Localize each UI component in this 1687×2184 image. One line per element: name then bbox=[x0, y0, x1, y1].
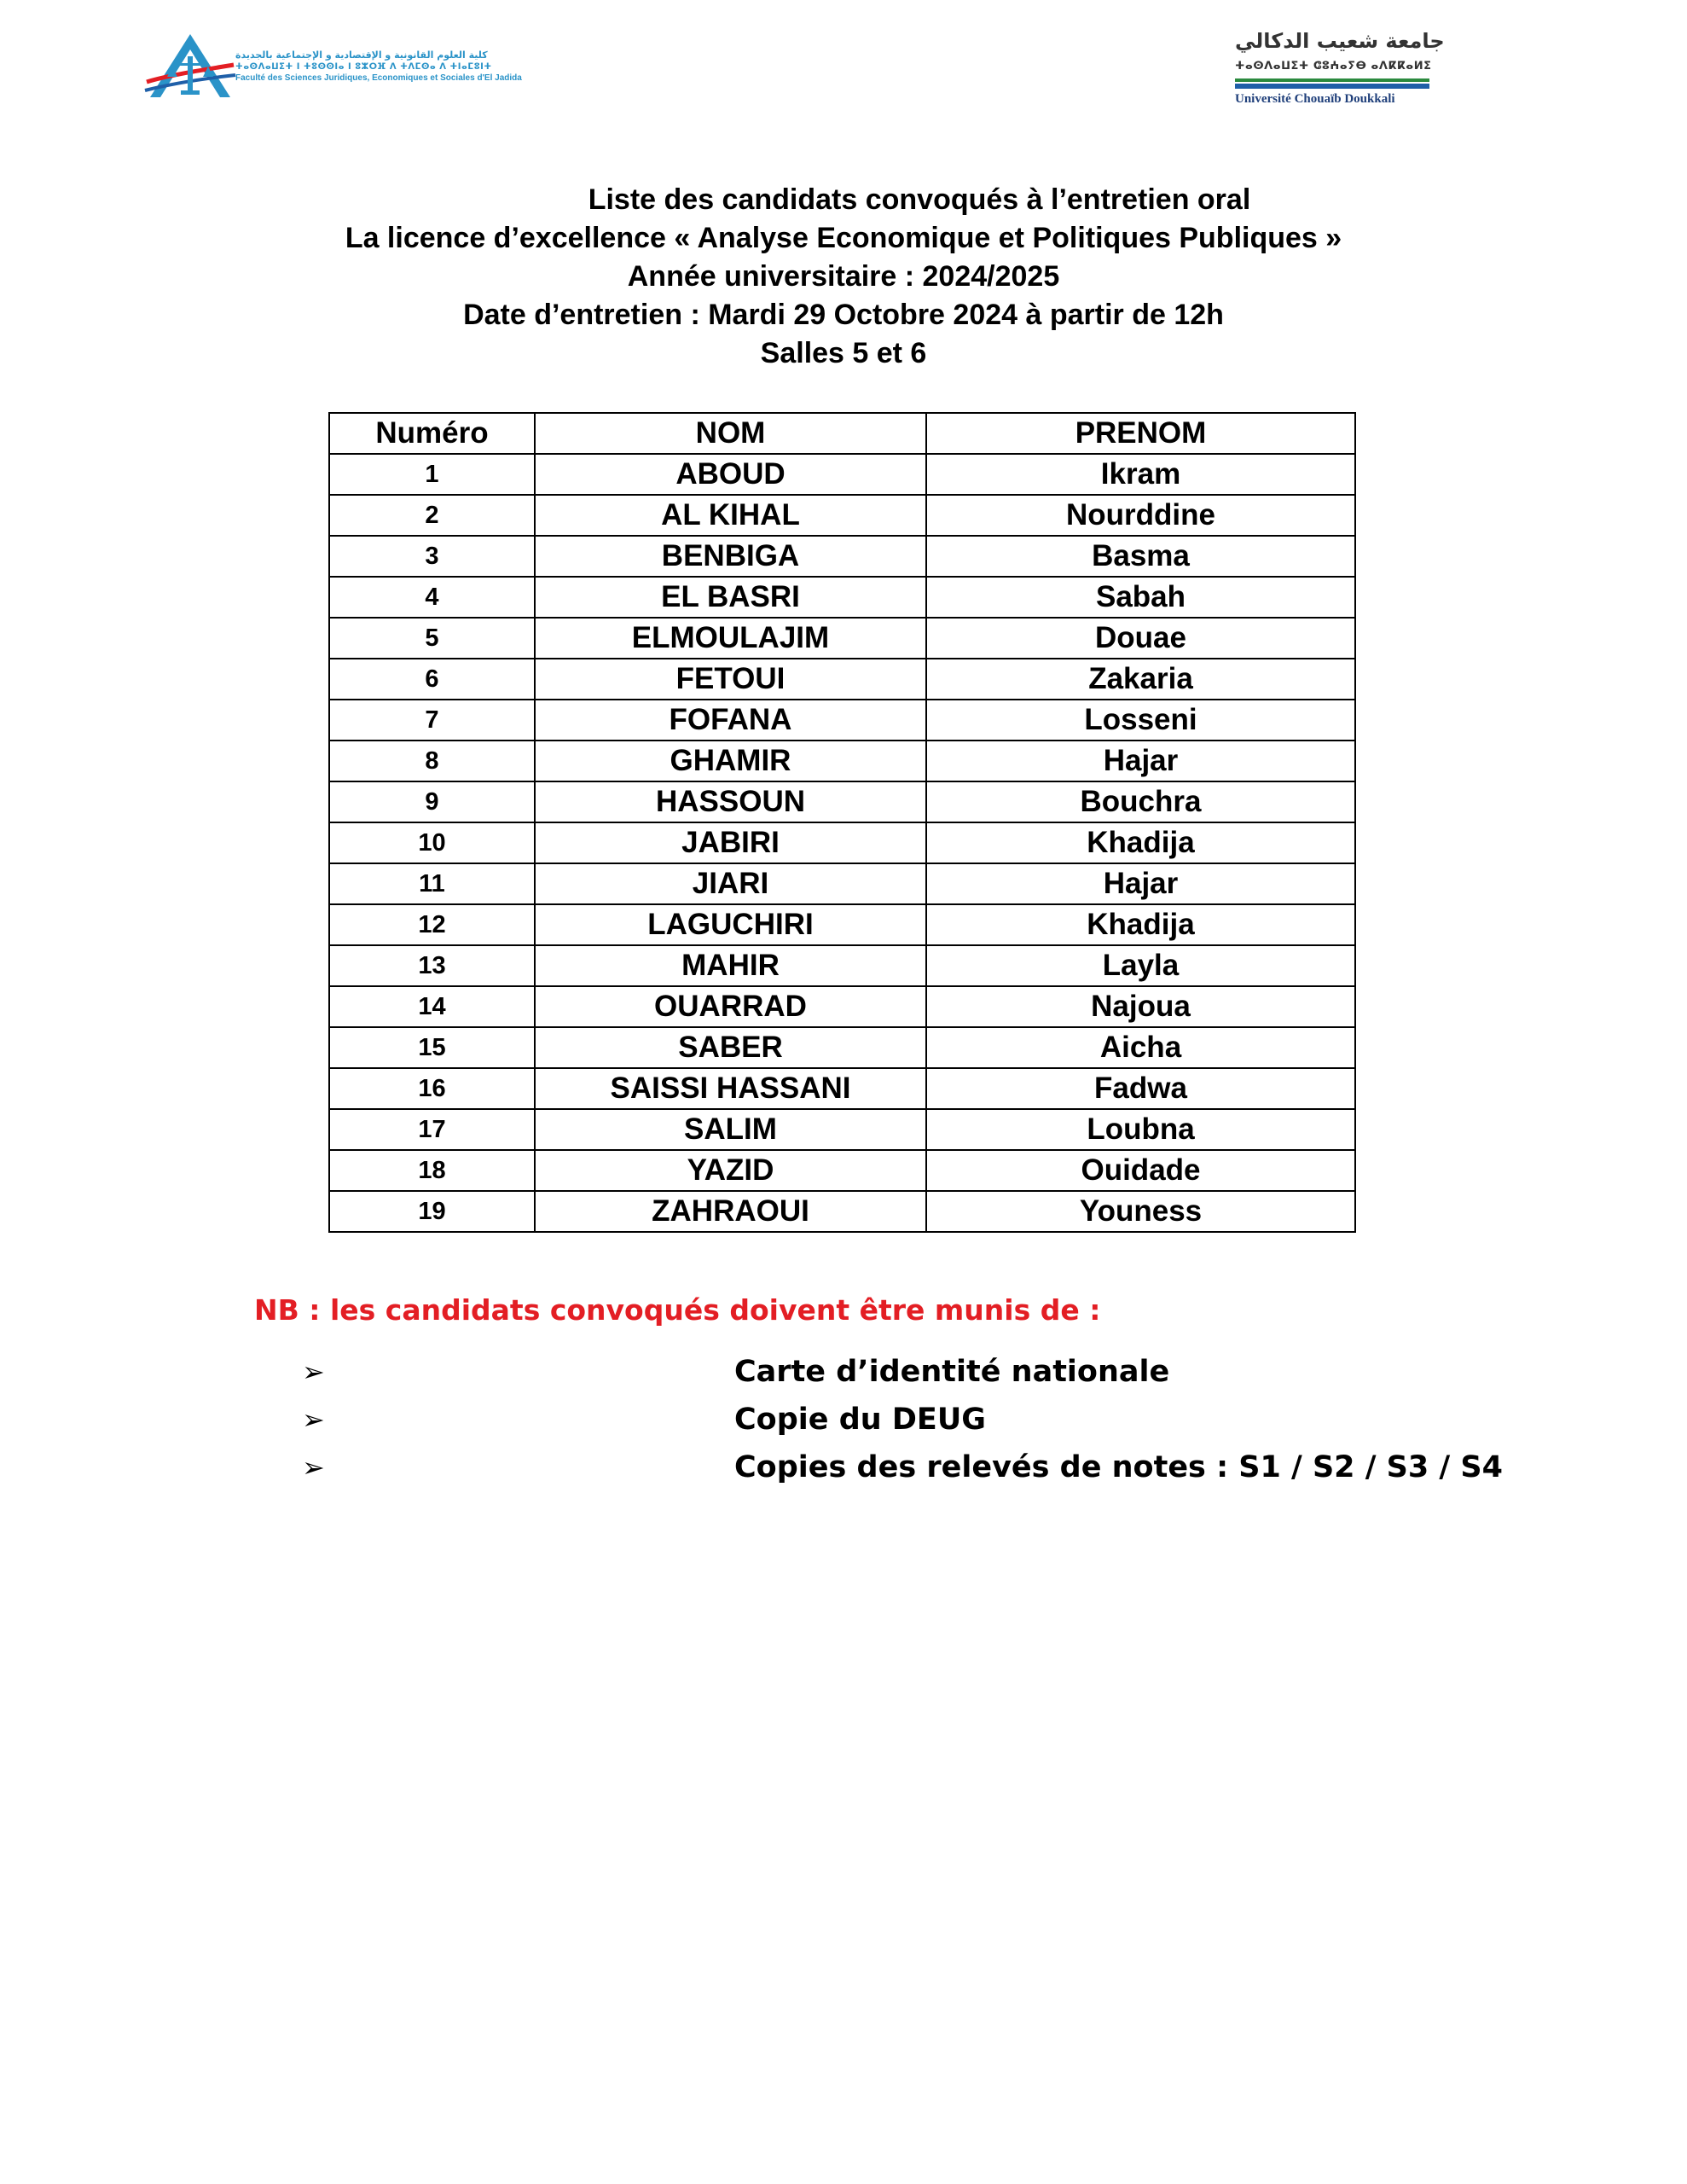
cell-numero: 5 bbox=[329, 618, 535, 659]
cell-prenom: Khadija bbox=[926, 904, 1355, 945]
university-french-name: Université Chouaïb Doukkali bbox=[1235, 92, 1395, 106]
cell-prenom: Youness bbox=[926, 1191, 1355, 1232]
cell-numero: 16 bbox=[329, 1068, 535, 1109]
cell-prenom: Basma bbox=[926, 536, 1355, 577]
cell-nom: ABOUD bbox=[535, 454, 926, 495]
cell-nom: SALIM bbox=[535, 1109, 926, 1150]
arrow-bullet-icon: ➢ bbox=[302, 1356, 325, 1388]
cell-prenom: Hajar bbox=[926, 741, 1355, 781]
table-row bbox=[329, 454, 1355, 495]
requirement-item bbox=[0, 1446, 1687, 1489]
faculty-logo bbox=[143, 31, 522, 101]
title-line-5: Salles 5 et 6 bbox=[760, 337, 927, 369]
cell-nom: GHAMIR bbox=[535, 741, 926, 781]
table-header-row bbox=[329, 413, 1355, 454]
table-row bbox=[329, 536, 1355, 577]
cell-numero: 17 bbox=[329, 1109, 535, 1150]
cell-numero: 19 bbox=[329, 1191, 535, 1232]
title-line-1: Liste des candidats convoqués à l’entretien oral bbox=[588, 183, 1251, 216]
cell-prenom: Bouchra bbox=[926, 781, 1355, 822]
cell-nom: ELMOULAJIM bbox=[535, 618, 926, 659]
title-line-2: La licence d’excellence « Analyse Economique et Politiques Publiques » bbox=[345, 222, 1342, 254]
cell-nom: SAISSI HASSANI bbox=[535, 1068, 926, 1109]
requirement-text: Copies des relevés de notes : S1 / S2 / S3 / S4 bbox=[734, 1450, 1503, 1484]
cell-numero: 12 bbox=[329, 904, 535, 945]
column-header-prenom: PRENOM bbox=[926, 413, 1355, 454]
faculty-emblem-icon bbox=[143, 31, 237, 101]
table-row bbox=[329, 618, 1355, 659]
column-header-numero: Numéro bbox=[329, 413, 535, 454]
arrow-bullet-icon: ➢ bbox=[302, 1403, 325, 1436]
cell-prenom: Losseni bbox=[926, 700, 1355, 741]
column-header-nom: NOM bbox=[535, 413, 926, 454]
university-logo-green-bar bbox=[1235, 78, 1429, 82]
cell-nom: EL BASRI bbox=[535, 577, 926, 618]
title-line-4: Date d’entretien : Mardi 29 Octobre 2024 à partir de 12h bbox=[463, 299, 1224, 331]
title-line-3: Année universitaire : 2024/2025 bbox=[627, 260, 1060, 293]
table-row bbox=[329, 1027, 1355, 1068]
table-row bbox=[329, 659, 1355, 700]
cell-nom: SABER bbox=[535, 1027, 926, 1068]
cell-nom: YAZID bbox=[535, 1150, 926, 1191]
table-row bbox=[329, 700, 1355, 741]
requirement-item bbox=[0, 1350, 1687, 1393]
table-row bbox=[329, 1109, 1355, 1150]
cell-prenom: Zakaria bbox=[926, 659, 1355, 700]
note-heading: NB : les candidats convoqués doivent être munis de : bbox=[254, 1293, 1101, 1327]
faculty-tifinagh-name: ⵜⴰⵙⴷⴰⵡⵉⵜ ⵏ ⵜⵓⵙⵙⵏⴰ ⵏ ⵓⵣⵔⴼ ⴷ ⵜⴷⵎⵙⴰ ⴷ ⵜⵏⴰⵎⵓⵏⵜ bbox=[235, 62, 492, 72]
cell-nom: BENBIGA bbox=[535, 536, 926, 577]
cell-prenom: Nourddine bbox=[926, 495, 1355, 536]
cell-numero: 15 bbox=[329, 1027, 535, 1068]
candidates-table bbox=[328, 412, 1356, 1233]
table-row bbox=[329, 1068, 1355, 1109]
table-row bbox=[329, 781, 1355, 822]
table-row bbox=[329, 945, 1355, 986]
cell-nom: MAHIR bbox=[535, 945, 926, 986]
cell-numero: 4 bbox=[329, 577, 535, 618]
university-logo bbox=[1228, 29, 1450, 114]
requirement-text: Copie du DEUG bbox=[734, 1403, 986, 1437]
cell-nom: FOFANA bbox=[535, 700, 926, 741]
cell-prenom: Ouidade bbox=[926, 1150, 1355, 1191]
cell-prenom: Sabah bbox=[926, 577, 1355, 618]
university-logo-blue-bar bbox=[1235, 84, 1429, 89]
cell-nom: JIARI bbox=[535, 863, 926, 904]
cell-numero: 1 bbox=[329, 454, 535, 495]
cell-prenom: Ikram bbox=[926, 454, 1355, 495]
cell-prenom: Layla bbox=[926, 945, 1355, 986]
table-row bbox=[329, 577, 1355, 618]
cell-nom: JABIRI bbox=[535, 822, 926, 863]
cell-numero: 8 bbox=[329, 741, 535, 781]
university-tifinagh-name: ⵜⴰⵙⴷⴰⵡⵉⵜ ⵛⵓⵄⴰⵢⴱ ⴰⴷⴽⴽⴰⵍⵉ bbox=[1235, 60, 1432, 73]
cell-prenom: Hajar bbox=[926, 863, 1355, 904]
table-row bbox=[329, 495, 1355, 536]
cell-nom: ZAHRAOUI bbox=[535, 1191, 926, 1232]
cell-nom: AL KIHAL bbox=[535, 495, 926, 536]
cell-numero: 7 bbox=[329, 700, 535, 741]
cell-numero: 3 bbox=[329, 536, 535, 577]
cell-numero: 2 bbox=[329, 495, 535, 536]
cell-numero: 11 bbox=[329, 863, 535, 904]
faculty-french-name: Faculté des Sciences Juridiques, Economiques et Sociales d'El Jadida bbox=[235, 73, 522, 83]
requirement-text: Carte d’identité nationale bbox=[734, 1355, 1170, 1389]
cell-prenom: Fadwa bbox=[926, 1068, 1355, 1109]
cell-nom: LAGUCHIRI bbox=[535, 904, 926, 945]
cell-numero: 9 bbox=[329, 781, 535, 822]
table-row bbox=[329, 741, 1355, 781]
table-row bbox=[329, 1150, 1355, 1191]
cell-prenom: Khadija bbox=[926, 822, 1355, 863]
table-row bbox=[329, 1191, 1355, 1232]
arrow-bullet-icon: ➢ bbox=[302, 1451, 325, 1484]
cell-prenom: Loubna bbox=[926, 1109, 1355, 1150]
cell-numero: 6 bbox=[329, 659, 535, 700]
cell-prenom: Douae bbox=[926, 618, 1355, 659]
cell-numero: 14 bbox=[329, 986, 535, 1027]
cell-nom: HASSOUN bbox=[535, 781, 926, 822]
page-header bbox=[0, 0, 1687, 119]
cell-numero: 13 bbox=[329, 945, 535, 986]
table-row bbox=[329, 863, 1355, 904]
cell-nom: FETOUI bbox=[535, 659, 926, 700]
requirement-item bbox=[0, 1398, 1687, 1441]
cell-nom: OUARRAD bbox=[535, 986, 926, 1027]
cell-prenom: Aicha bbox=[926, 1027, 1355, 1068]
table-row bbox=[329, 986, 1355, 1027]
faculty-arabic-name: كلية العلوم القانونية و الإقتصادية و الإجتماعية بالجديدة bbox=[235, 49, 488, 61]
university-arabic-name: جامعة شعيب الدكالي bbox=[1235, 29, 1445, 53]
table-row bbox=[329, 904, 1355, 945]
cell-numero: 18 bbox=[329, 1150, 535, 1191]
table-row bbox=[329, 822, 1355, 863]
cell-prenom: Najoua bbox=[926, 986, 1355, 1027]
cell-numero: 10 bbox=[329, 822, 535, 863]
